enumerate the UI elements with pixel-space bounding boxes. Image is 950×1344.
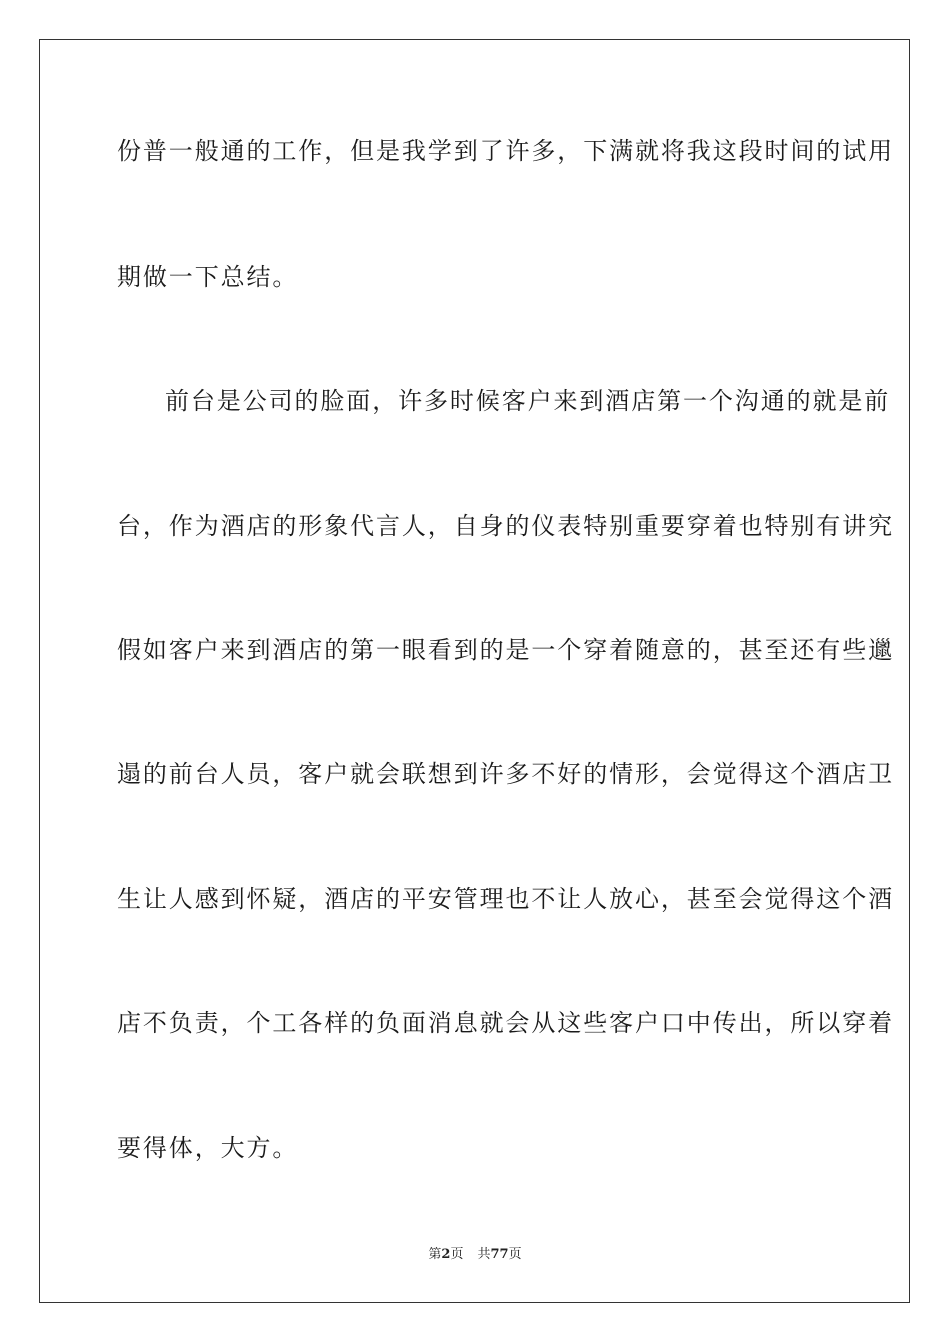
body-line-2: 期做一下总结。: [117, 263, 299, 291]
body-line-1: 份普一般通的工作，但是我学到了许多，下满就将我这段时间的试用: [117, 137, 894, 165]
page-footer: [0, 1246, 950, 1264]
body-line-3: 前台是公司的脸面，许多时候客户来到酒店第一个沟通的就是前: [165, 387, 891, 415]
page-border: [39, 39, 910, 1303]
total-prefix: 共: [477, 1247, 491, 1262]
body-line-7: 生让人感到怀疑，酒店的平安管理也不让人放心，甚至会觉得这个酒: [117, 885, 894, 913]
page-number: 2: [441, 1247, 451, 1262]
page-prefix: 第: [428, 1247, 442, 1262]
page-suffix: 页: [450, 1247, 464, 1262]
body-line-4: 台，作为酒店的形象代言人，自身的仪表特别重要穿着也特别有讲究: [117, 512, 894, 540]
total-pages: 77: [490, 1247, 509, 1262]
total-suffix: 页: [508, 1247, 522, 1262]
body-line-6: 遢的前台人员，客户就会联想到许多不好的情形，会觉得这个酒店卫: [117, 760, 894, 788]
body-line-5: 假如客户来到酒店的第一眼看到的是一个穿着随意的，甚至还有些邋: [117, 636, 894, 664]
body-line-9: 要得体，大方。: [117, 1134, 299, 1162]
body-line-8: 店不负责，个工各样的负面消息就会从这些客户口中传出，所以穿着: [117, 1009, 894, 1037]
